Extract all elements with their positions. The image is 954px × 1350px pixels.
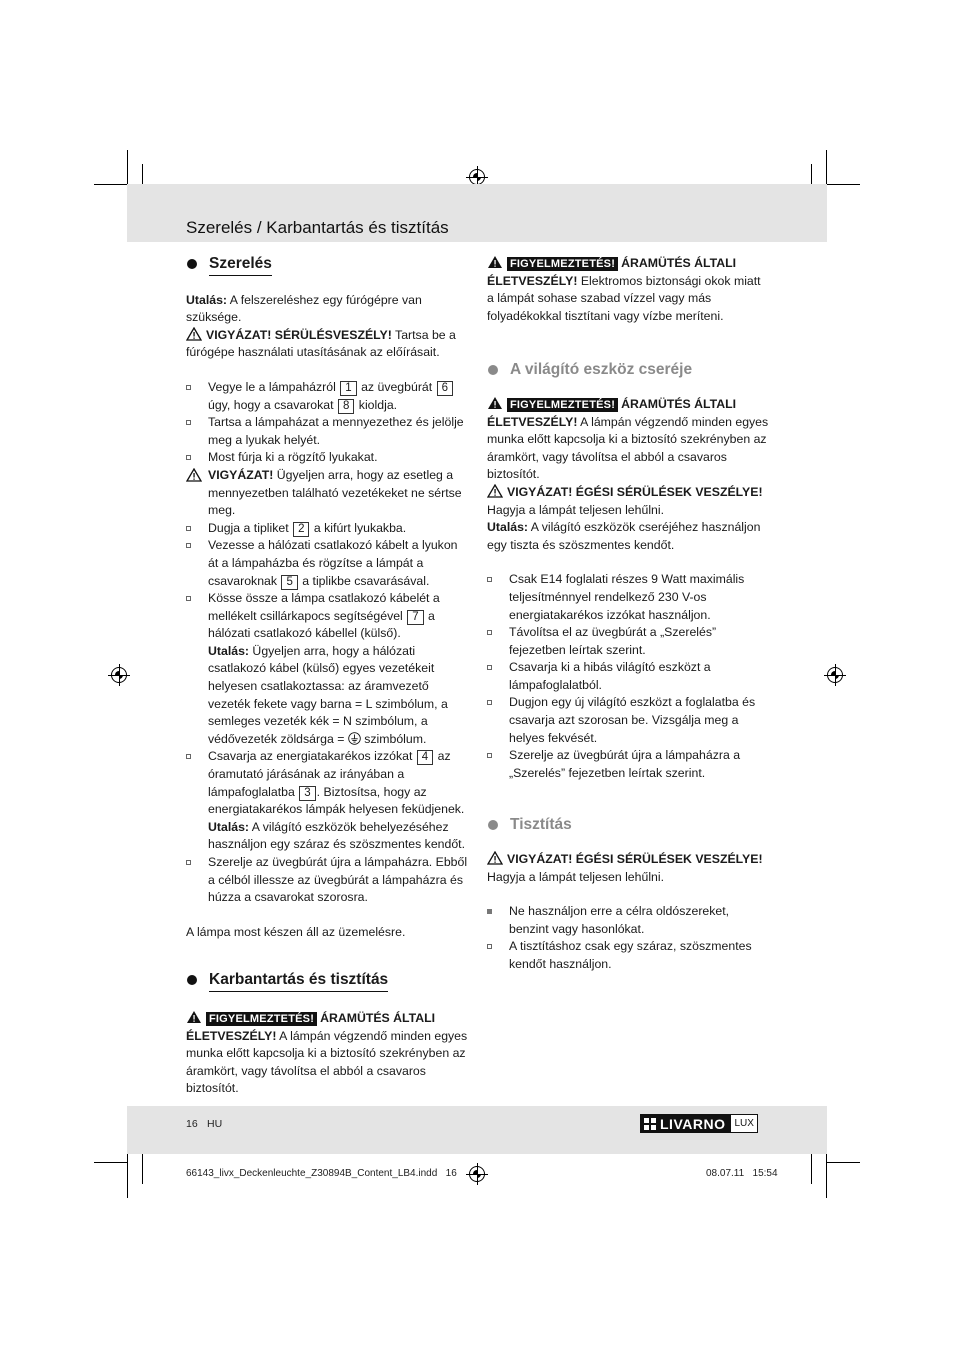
list-item: Tartsa a lámpaházat a mennyezethez és jelölje meg a lyukak helyét. [186,414,468,449]
slug-date: 08.07.11 15:54 [706,1168,778,1179]
crop-mark [811,164,812,186]
page-title: Szerelés / Karbantartás és tisztítás [186,218,449,237]
language-code: HU [207,1118,223,1130]
list-item: Szerelje az üvegbúrát újra a lámpaházra a „Szerelés” fejezetben leírtak szerint. [487,747,769,782]
caution-paragraph: VIGYÁZAT! SÉRÜLÉSVESZÉLY! Tartsa be a fúrógépe használati utasításának az előírásait. [186,327,456,360]
list-item: A tisztításhoz csak egy száraz, szöszmentes kendőt használjon. [487,938,769,973]
crop-mark [826,150,827,186]
crop-mark [127,1154,128,1198]
crop-mark [142,1154,143,1184]
slug-file: 66143_livx_Deckenleuchte_Z30894B_Content_LB4.indd 16 [186,1168,457,1179]
list-item: Csavarja ki a hibás világító eszközt a lámpafoglalatból. [487,659,769,694]
caution-paragraph: VIGYÁZAT! ÉGÉSI SÉRÜLÉSEK VESZÉLYE! [487,484,769,502]
warning-paragraph: FIGYELMEZTETÉS! ÁRAMÜTÉS ÁLTALI ÉLETVESZÉLY! Elektromos biztonsági okok miatt a lámpát sohase szabad vízzel vagy más folyadékokkal tisztítani vagy vízbe meríteni. [487,256,761,323]
section-heading-karbantartas: Karbantartás és tisztítás [186,971,468,989]
registration-mark-icon [827,667,843,683]
list-item: Szerelje az üvegbúrát újra a lámpaházra. Ebből a célból illessze az üvegbúrát a lámpaházra és húzza a csavarokat szorosra. [186,854,468,907]
ground-symbol-icon [348,732,361,745]
crop-mark [142,164,143,186]
crop-mark [811,1154,812,1184]
crop-mark [826,1162,860,1163]
warning-triangle-icon [487,484,503,498]
list-item: Dugja a tipliket 2 a kifúrt lyukakba. [186,520,468,538]
section-heading-tisztitas: Tisztítás [487,816,769,834]
crop-mark [94,1162,128,1163]
warning-triangle-icon [186,327,202,341]
crop-mark [826,1154,827,1198]
warning-triangle-icon [487,851,503,865]
list-item: Most fúrja ki a rögzítő lyukakat. [186,449,468,467]
list-item: Ne használjon erre a célra oldószereket, benzint vagy hasonlókat. [487,903,769,938]
ready-paragraph: A lámpa most készen áll az üzemelésre. [186,924,406,939]
page-number: 16 [186,1118,198,1130]
registration-mark-icon [469,169,485,185]
warning-triangle-icon [186,468,202,482]
section-heading-replace: A világító eszköz cseréje [487,361,769,379]
note-paragraph: Utalás: A felszereléshez egy fúrógépre van szüksége. [186,292,422,325]
list-item: Csak E14 foglalati részes 9 Watt maximális teljesítménnyel rendelkező 230 V-os energiatakarékos izzókat használjon. [487,571,769,624]
registration-mark-icon [469,1166,485,1182]
list-item: Csavarja az energiatakarékos izzókat 4 az óramutató járásának az irányában a lámpafoglalatba 3 . Biztosítsa, hogy az energiatakarékos lámpák helyesen feküdjenek. Utalás: A világító eszközök behelyezéséhez használjon egy száraz és szöszmentes kendőt. [186,748,468,854]
right-column [487,255,769,974]
section-heading-szereles: Szerelés [186,255,468,273]
list-item: Dugjon egy új világító eszközt a foglalatba és csavarja azt szorosan be. Vizsgálja meg a helyes fekvését. [487,694,769,747]
warning-badge: FIGYELMEZTETÉS! [507,257,618,271]
registration-mark-icon [111,667,127,683]
warning-paragraph: FIGYELMEZTETÉS! ÁRAMÜTÉS ÁLTALI ÉLETVESZÉLY! A lámpán végzendő minden egyes munka előtt kapcsolja ki a biztosító szekrényben az áramkört, vagy távolítsa el abból a csavaros biztosítót. [487,396,769,482]
warning-triangle-filled-icon [487,255,503,269]
body-text: Hagyja a lámpát teljesen lehűlni. [487,869,665,884]
crop-mark [826,184,860,185]
left-column [186,255,468,1098]
crop-mark [127,150,128,186]
list-item: Kösse össze a lámpa csatlakozó kábelét a mellékelt csillárkapocs segítségével 7 a hálózati csatlakozó kábellel (külső). Utalás: Ügyeljen arra, hogy a hálózati csatlakozó kábel (külső) egyes vezetékeit helyesen csatlakoztassa: az áramvezető vezeték fekete vagy barna = L szimbólum, a semleges vezeték kék = N szimbólum, a védővezeték zöldsárga = szimbólum. [186,590,468,748]
brand-logo: LIVARNO LUX [640,1114,758,1133]
warning-badge: FIGYELMEZTETÉS! [206,1012,317,1026]
brand-mark-icon [644,1118,656,1130]
list-item: Távolítsa el az üvegbúrát a „Szerelés” fejezetben leírtak szerint. [487,624,769,659]
warning-badge: FIGYELMEZTETÉS! [507,398,618,412]
warning-paragraph: FIGYELMEZTETÉS! ÁRAMÜTÉS ÁLTALI ÉLETVESZÉLY! A lámpán végzendő minden egyes munka előtt kapcsolja ki a biztosító szekrényben az áramkört, vagy távolítsa el abból a csavaros biztosítót. [186,1010,468,1096]
warning-triangle-filled-icon [186,1010,202,1024]
list-item: Vegye le a lámpaházról 1 az üvegbúrát 6 úgy, hogy a csavarokat 8 kioldja. [186,379,468,414]
note-paragraph: Utalás: A világító eszközök cseréjéhez használjon egy tiszta és szöszmentes kendőt. [487,520,761,552]
warning-triangle-filled-icon [487,396,503,410]
caution-paragraph: VIGYÁZAT! Ügyeljen arra, hogy az esetleg a mennyezetben található vezetékeket ne sértse meg. [186,467,468,520]
list-item: Vezesse a hálózati csatlakozó kábelt a lyukon át a lámpaházba és rögzítse a lámpát a csavaroknak 5 a tiplikbe csavarásával. [186,537,468,590]
crop-mark [94,184,128,185]
body-text: Hagyja a lámpát teljesen lehűlni. [487,502,665,517]
caution-paragraph: VIGYÁZAT! ÉGÉSI SÉRÜLÉSEK VESZÉLYE! [487,851,769,869]
